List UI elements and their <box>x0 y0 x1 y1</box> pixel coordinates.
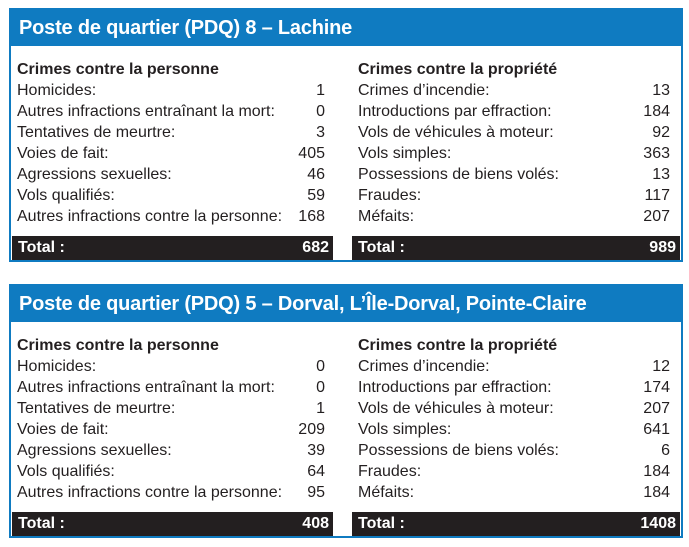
stat-row <box>358 185 674 206</box>
row-value: 168 <box>298 208 325 225</box>
row-label: Fraudes: <box>358 463 422 480</box>
row-value: 1 <box>316 82 325 99</box>
stat-row <box>17 356 331 377</box>
stat-row <box>358 164 674 185</box>
stat-row <box>17 461 331 482</box>
row-value: 0 <box>316 379 325 396</box>
stat-row <box>358 419 674 440</box>
crimes-propriete-section <box>358 336 674 503</box>
row-value: 641 <box>643 421 670 438</box>
row-label: Méfaits: <box>358 484 415 501</box>
row-value: 207 <box>643 400 670 417</box>
row-label: Agressions sexuelles: <box>17 166 172 183</box>
row-value: 3 <box>316 124 325 141</box>
pdq-8-panel <box>9 8 683 262</box>
stat-row <box>358 80 674 101</box>
stat-row <box>358 101 674 122</box>
crimes-personne-section <box>17 60 331 227</box>
row-value: 0 <box>316 358 325 375</box>
total-value: 682 <box>302 239 329 256</box>
total-value: 989 <box>649 239 676 256</box>
row-label: Voies de fait: <box>17 421 109 438</box>
row-label: Introductions par effraction: <box>358 103 552 120</box>
stat-row <box>17 80 331 101</box>
section-title: Crimes contre la propriété <box>358 61 558 78</box>
row-label: Fraudes: <box>358 187 422 204</box>
row-label: Vols simples: <box>358 421 452 438</box>
panel-title: Poste de quartier (PDQ) 8 – Lachine <box>11 10 681 46</box>
pdq-5-panel <box>9 284 683 538</box>
row-value: 405 <box>298 145 325 162</box>
stat-row <box>17 185 331 206</box>
stat-row <box>358 206 674 227</box>
row-value: 184 <box>643 103 670 120</box>
row-value: 46 <box>307 166 325 183</box>
total-label: Total : <box>358 239 405 256</box>
row-label: Tentatives de meurtre: <box>17 124 176 141</box>
total-value: 408 <box>302 515 329 532</box>
total-bar-personne <box>12 512 333 536</box>
total-label: Total : <box>18 515 65 532</box>
stat-row <box>17 419 331 440</box>
row-label: Autres infractions entraînant la mort: <box>17 379 275 396</box>
stat-row <box>358 143 674 164</box>
row-label: Méfaits: <box>358 208 415 225</box>
row-label: Agressions sexuelles: <box>17 442 172 459</box>
row-label: Vols de véhicules à moteur: <box>358 400 554 417</box>
row-label: Homicides: <box>17 82 97 99</box>
row-value: 0 <box>316 103 325 120</box>
row-value: 12 <box>652 358 670 375</box>
total-label: Total : <box>358 515 405 532</box>
stat-row <box>358 377 674 398</box>
row-label: Autres infractions contre la personne: <box>17 208 283 225</box>
row-value: 59 <box>307 187 325 204</box>
panel-title: Poste de quartier (PDQ) 5 – Dorval, L’Île-Dorval, Pointe-Claire <box>11 286 681 322</box>
row-value: 39 <box>307 442 325 459</box>
stat-row <box>17 440 331 461</box>
row-value: 13 <box>652 82 670 99</box>
stat-row <box>17 206 331 227</box>
row-value: 363 <box>643 145 670 162</box>
stat-row <box>17 482 331 503</box>
row-label: Introductions par effraction: <box>358 379 552 396</box>
row-label: Autres infractions contre la personne: <box>17 484 283 501</box>
row-value: 1 <box>316 400 325 417</box>
total-bar-propriete <box>352 512 680 536</box>
row-label: Autres infractions entraînant la mort: <box>17 103 275 120</box>
stat-row <box>17 377 331 398</box>
row-value: 13 <box>652 166 670 183</box>
section-title: Crimes contre la personne <box>17 61 219 78</box>
stat-row <box>17 122 331 143</box>
total-value: 1408 <box>640 515 676 532</box>
crimes-personne-section <box>17 336 331 503</box>
row-label: Vols qualifiés: <box>17 463 115 480</box>
row-value: 92 <box>652 124 670 141</box>
row-value: 95 <box>307 484 325 501</box>
row-value: 184 <box>643 463 670 480</box>
stat-row <box>17 164 331 185</box>
row-label: Crimes d’incendie: <box>358 358 490 375</box>
row-label: Homicides: <box>17 358 97 375</box>
row-value: 64 <box>307 463 325 480</box>
stat-row <box>358 440 674 461</box>
row-label: Voies de fait: <box>17 145 109 162</box>
crimes-propriete-section <box>358 60 674 227</box>
row-value: 209 <box>298 421 325 438</box>
row-value: 174 <box>643 379 670 396</box>
row-label: Possessions de biens volés: <box>358 166 559 183</box>
row-value: 6 <box>661 442 670 459</box>
stat-row <box>17 143 331 164</box>
total-bar-personne <box>12 236 333 260</box>
stat-row <box>358 356 674 377</box>
stat-row <box>17 398 331 419</box>
row-value: 184 <box>643 484 670 501</box>
row-label: Crimes d’incendie: <box>358 82 490 99</box>
stat-row <box>358 461 674 482</box>
section-title: Crimes contre la propriété <box>358 337 558 354</box>
total-label: Total : <box>18 239 65 256</box>
row-label: Vols simples: <box>358 145 452 162</box>
row-label: Vols de véhicules à moteur: <box>358 124 554 141</box>
row-label: Vols qualifiés: <box>17 187 115 204</box>
stat-row <box>358 122 674 143</box>
stat-row <box>358 482 674 503</box>
stat-row <box>17 101 331 122</box>
row-label: Tentatives de meurtre: <box>17 400 176 417</box>
section-title: Crimes contre la personne <box>17 337 219 354</box>
row-label: Possessions de biens volés: <box>358 442 559 459</box>
row-value: 117 <box>644 187 670 204</box>
row-value: 207 <box>643 208 670 225</box>
total-bar-propriete <box>352 236 680 260</box>
stat-row <box>358 398 674 419</box>
